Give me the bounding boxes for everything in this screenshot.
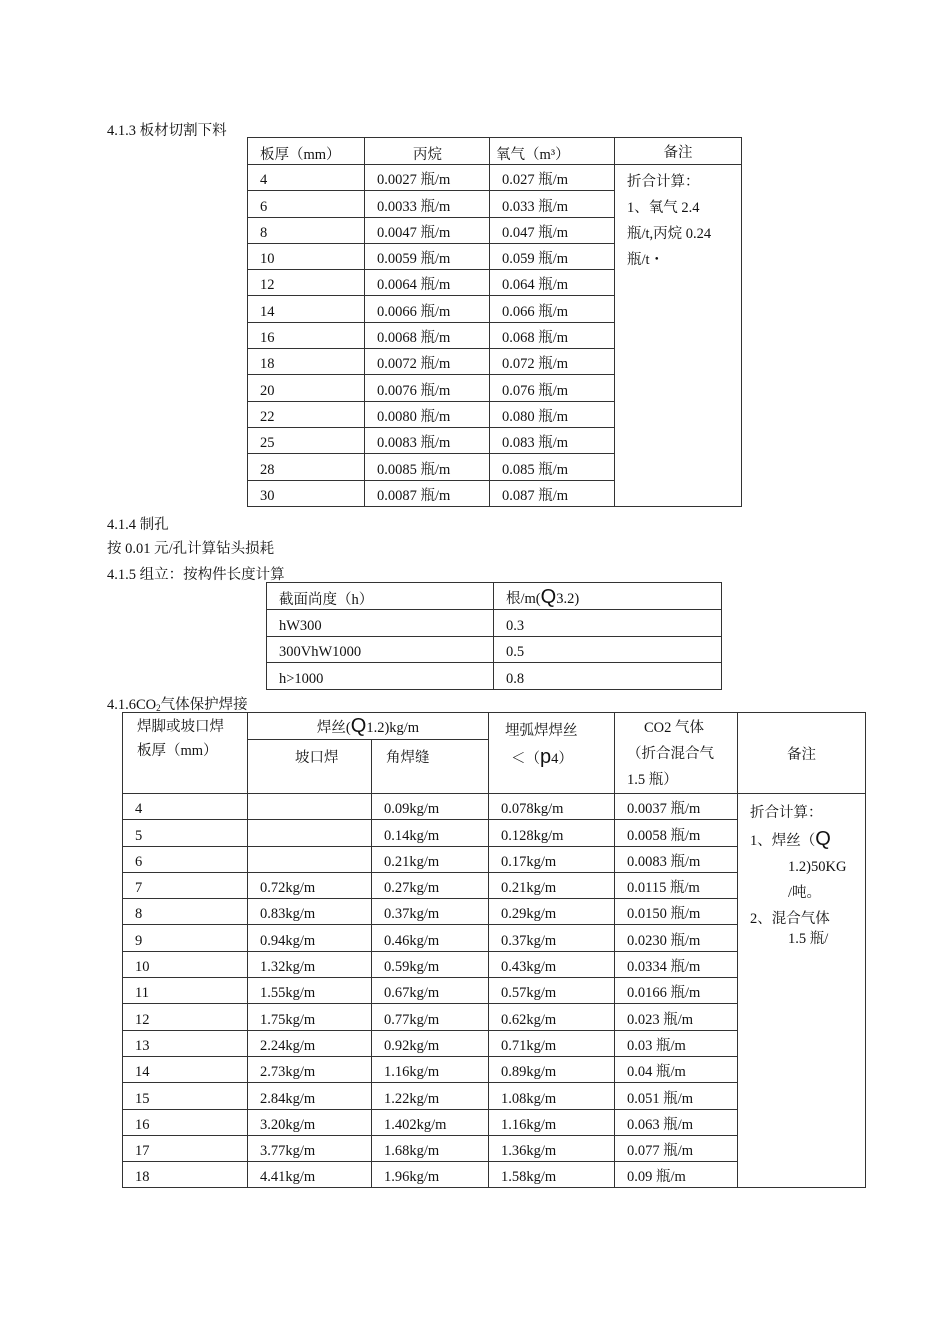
cell-fillet: 0.14kg/m <box>372 820 489 846</box>
header-per-meter: 根/m(Q3.2) <box>494 583 722 610</box>
cell-co2: 0.04 瓶/m <box>615 1056 738 1082</box>
cell-groove: 4.41kg/m <box>248 1162 372 1188</box>
cell-fillet: 0.21kg/m <box>372 846 489 872</box>
cell-section-height: hW300 <box>267 610 494 637</box>
header-co2: CO2 气体 （折合混合气 1.5 瓶） <box>615 713 738 794</box>
cell-groove: 1.32kg/m <box>248 951 372 977</box>
cell-weld-thickness: 14 <box>123 1056 248 1082</box>
cell-oxygen: 0.033 瓶/m <box>490 191 615 217</box>
remark-line: 1.5 瓶/ <box>788 931 829 947</box>
cell-propane: 0.0066 瓶/m <box>365 296 490 322</box>
cell-saw-wire: 1.58kg/m <box>489 1162 615 1188</box>
cell-weld-thickness: 15 <box>123 1083 248 1109</box>
cell-weld-thickness: 5 <box>123 820 248 846</box>
cell-weld-thickness: 18 <box>123 1162 248 1188</box>
cell-remark <box>615 165 742 507</box>
cell-fillet: 1.16kg/m <box>372 1056 489 1082</box>
cell-saw-wire: 1.36kg/m <box>489 1135 615 1161</box>
cell-oxygen: 0.047 瓶/m <box>490 217 615 243</box>
cell-fillet: 1.22kg/m <box>372 1083 489 1109</box>
cell-thickness: 4 <box>248 165 365 191</box>
cell-groove: 0.94kg/m <box>248 925 372 951</box>
cell-oxygen: 0.087 瓶/m <box>490 480 615 506</box>
cell-weld-thickness: 8 <box>123 899 248 925</box>
cell-saw-wire: 0.37kg/m <box>489 925 615 951</box>
cell-co2: 0.09 瓶/m <box>615 1162 738 1188</box>
remark-line: 2、混合气体 <box>750 911 830 927</box>
cell-saw-wire: 0.43kg/m <box>489 951 615 977</box>
section-415-heading: 4.1.5 组立：按构件长度计算 <box>107 567 285 583</box>
cell-co2: 0.063 瓶/m <box>615 1109 738 1135</box>
section-414-text: 按 0.01 元/孔计算钻头损耗 <box>107 541 275 557</box>
header-saw-wire: 埋弧焊焊丝 ＜（p4） <box>489 713 615 794</box>
cell-weld-thickness: 16 <box>123 1109 248 1135</box>
cell-groove: 3.20kg/m <box>248 1109 372 1135</box>
cell-thickness: 10 <box>248 243 365 269</box>
header-weld-thickness: 焊脚或坡口焊 板厚（mm） <box>123 713 248 794</box>
cell-oxygen: 0.083 瓶/m <box>490 427 615 453</box>
cell-oxygen: 0.064 瓶/m <box>490 270 615 296</box>
header-fillet: 角焊缝 <box>372 740 489 794</box>
cell-groove: 2.84kg/m <box>248 1083 372 1109</box>
cell-thickness: 14 <box>248 296 365 322</box>
header-groove: 坡口焊 <box>248 740 372 794</box>
cell-fillet: 1.96kg/m <box>372 1162 489 1188</box>
cell-saw-wire: 0.128kg/m <box>489 820 615 846</box>
cell-section-height: 300VhW1000 <box>267 636 494 663</box>
table-row <box>267 663 722 690</box>
cell-co2: 0.0230 瓶/m <box>615 925 738 951</box>
cell-oxygen: 0.068 瓶/m <box>490 322 615 348</box>
cell-saw-wire: 1.08kg/m <box>489 1083 615 1109</box>
cell-section-height: h>1000 <box>267 663 494 690</box>
cell-groove: 1.75kg/m <box>248 1004 372 1030</box>
cell-groove: 2.24kg/m <box>248 1030 372 1056</box>
remark-line: 折合计算： <box>627 174 700 190</box>
cell-groove: 1.55kg/m <box>248 978 372 1004</box>
cell-propane: 0.0027 瓶/m <box>365 165 490 191</box>
cell-co2: 0.0037 瓶/m <box>615 794 738 820</box>
cell-saw-wire: 0.62kg/m <box>489 1004 615 1030</box>
cell-thickness: 16 <box>248 322 365 348</box>
cell-groove <box>248 820 372 846</box>
header-thickness: 板厚（mm） <box>248 138 365 165</box>
cell-fillet: 0.77kg/m <box>372 1004 489 1030</box>
cell-thickness: 28 <box>248 454 365 480</box>
cell-weld-thickness: 13 <box>123 1030 248 1056</box>
cell-groove: 0.83kg/m <box>248 899 372 925</box>
cell-oxygen: 0.085 瓶/m <box>490 454 615 480</box>
cell-weld-thickness: 6 <box>123 846 248 872</box>
cell-saw-wire: 0.078kg/m <box>489 794 615 820</box>
cell-oxygen: 0.080 瓶/m <box>490 401 615 427</box>
header-section-height: 截面尚度（h） <box>267 583 494 610</box>
cell-thickness: 12 <box>248 270 365 296</box>
assembly-table <box>266 582 722 690</box>
cell-thickness: 20 <box>248 375 365 401</box>
cell-weld-thickness: 9 <box>123 925 248 951</box>
remark-line: 1、氧气 2.4 <box>627 200 700 216</box>
cell-weld-thickness: 17 <box>123 1135 248 1161</box>
cell-propane: 0.0085 瓶/m <box>365 454 490 480</box>
cell-co2: 0.0115 瓶/m <box>615 872 738 898</box>
cell-saw-wire: 1.16kg/m <box>489 1109 615 1135</box>
cell-co2: 0.0334 瓶/m <box>615 951 738 977</box>
table-row <box>123 794 866 820</box>
cell-co2: 0.077 瓶/m <box>615 1135 738 1161</box>
header-wire: 焊丝(Q1.2)kg/m <box>248 713 489 740</box>
cell-propane: 0.0059 瓶/m <box>365 243 490 269</box>
header-weld-remark: 备注 <box>738 713 866 794</box>
cell-weld-thickness: 10 <box>123 951 248 977</box>
cell-per-meter: 0.8 <box>494 663 722 690</box>
cell-fillet: 0.67kg/m <box>372 978 489 1004</box>
cell-oxygen: 0.072 瓶/m <box>490 349 615 375</box>
table-row <box>248 165 742 191</box>
cell-thickness: 8 <box>248 217 365 243</box>
cell-groove: 0.72kg/m <box>248 872 372 898</box>
cutting-table <box>247 137 742 507</box>
section-416-heading: $4.1.6CO_2$气体保护焊接 <box>107 697 248 713</box>
cell-groove: 2.73kg/m <box>248 1056 372 1082</box>
cell-saw-wire: 0.17kg/m <box>489 846 615 872</box>
cell-weld-thickness: 11 <box>123 978 248 1004</box>
cell-fillet: 0.59kg/m <box>372 951 489 977</box>
cell-oxygen: 0.076 瓶/m <box>490 375 615 401</box>
remark-line: /吨。 <box>788 885 822 901</box>
cell-co2: 0.0166 瓶/m <box>615 978 738 1004</box>
remark-line: 瓶/t・ <box>627 252 665 268</box>
section-414-heading: 4.1.4 制孔 <box>107 517 169 533</box>
cell-fillet: 0.46kg/m <box>372 925 489 951</box>
cell-propane: 0.0068 瓶/m <box>365 322 490 348</box>
header-remark: 备注 <box>615 138 742 165</box>
cell-fillet: 1.68kg/m <box>372 1135 489 1161</box>
remark-line: 瓶/t,丙烷 0.24 <box>627 226 712 242</box>
header-oxygen: 氧气（m³） <box>490 138 615 165</box>
cell-fillet: 0.37kg/m <box>372 899 489 925</box>
cell-co2: 0.0150 瓶/m <box>615 899 738 925</box>
cell-saw-wire: 0.29kg/m <box>489 899 615 925</box>
cell-propane: 0.0064 瓶/m <box>365 270 490 296</box>
cell-saw-wire: 0.21kg/m <box>489 872 615 898</box>
cell-groove: 3.77kg/m <box>248 1135 372 1161</box>
cell-oxygen: 0.066 瓶/m <box>490 296 615 322</box>
cell-weld-thickness: 12 <box>123 1004 248 1030</box>
cell-fillet: 0.27kg/m <box>372 872 489 898</box>
header-propane: 丙烷 <box>365 138 490 165</box>
cell-propane: 0.0072 瓶/m <box>365 349 490 375</box>
cell-co2: 0.0083 瓶/m <box>615 846 738 872</box>
cell-oxygen: 0.027 瓶/m <box>490 165 615 191</box>
remark-line: 1.2)50KG <box>788 859 847 875</box>
cell-propane: 0.0080 瓶/m <box>365 401 490 427</box>
cell-weld-thickness: 7 <box>123 872 248 898</box>
cell-groove <box>248 846 372 872</box>
cell-propane: 0.0076 瓶/m <box>365 375 490 401</box>
cell-fillet: 1.402kg/m <box>372 1109 489 1135</box>
remark-line: 折合计算： <box>750 805 823 821</box>
cell-groove <box>248 794 372 820</box>
welding-table <box>122 712 866 1188</box>
cell-propane: 0.0087 瓶/m <box>365 480 490 506</box>
cell-weld-thickness: 4 <box>123 794 248 820</box>
section-413-heading: 4.1.3 板材切割下料 <box>107 123 227 139</box>
cell-thickness: 25 <box>248 427 365 453</box>
cell-saw-wire: 0.89kg/m <box>489 1056 615 1082</box>
cell-weld-remark <box>738 794 866 1188</box>
cell-oxygen: 0.059 瓶/m <box>490 243 615 269</box>
cell-co2: 0.03 瓶/m <box>615 1030 738 1056</box>
cell-propane: 0.0047 瓶/m <box>365 217 490 243</box>
table-row <box>267 636 722 663</box>
table-row <box>267 610 722 637</box>
cell-saw-wire: 0.71kg/m <box>489 1030 615 1056</box>
cell-fillet: 0.09kg/m <box>372 794 489 820</box>
cell-propane: 0.0033 瓶/m <box>365 191 490 217</box>
cell-thickness: 6 <box>248 191 365 217</box>
cell-thickness: 30 <box>248 480 365 506</box>
cell-per-meter: 0.3 <box>494 610 722 637</box>
cell-co2: 0.051 瓶/m <box>615 1083 738 1109</box>
cell-thickness: 18 <box>248 349 365 375</box>
cell-co2: 0.023 瓶/m <box>615 1004 738 1030</box>
cell-co2: 0.0058 瓶/m <box>615 820 738 846</box>
cell-saw-wire: 0.57kg/m <box>489 978 615 1004</box>
cell-thickness: 22 <box>248 401 365 427</box>
cell-fillet: 0.92kg/m <box>372 1030 489 1056</box>
cell-propane: 0.0083 瓶/m <box>365 427 490 453</box>
remark-line: 1、焊丝（Q <box>750 828 831 850</box>
cell-per-meter: 0.5 <box>494 636 722 663</box>
